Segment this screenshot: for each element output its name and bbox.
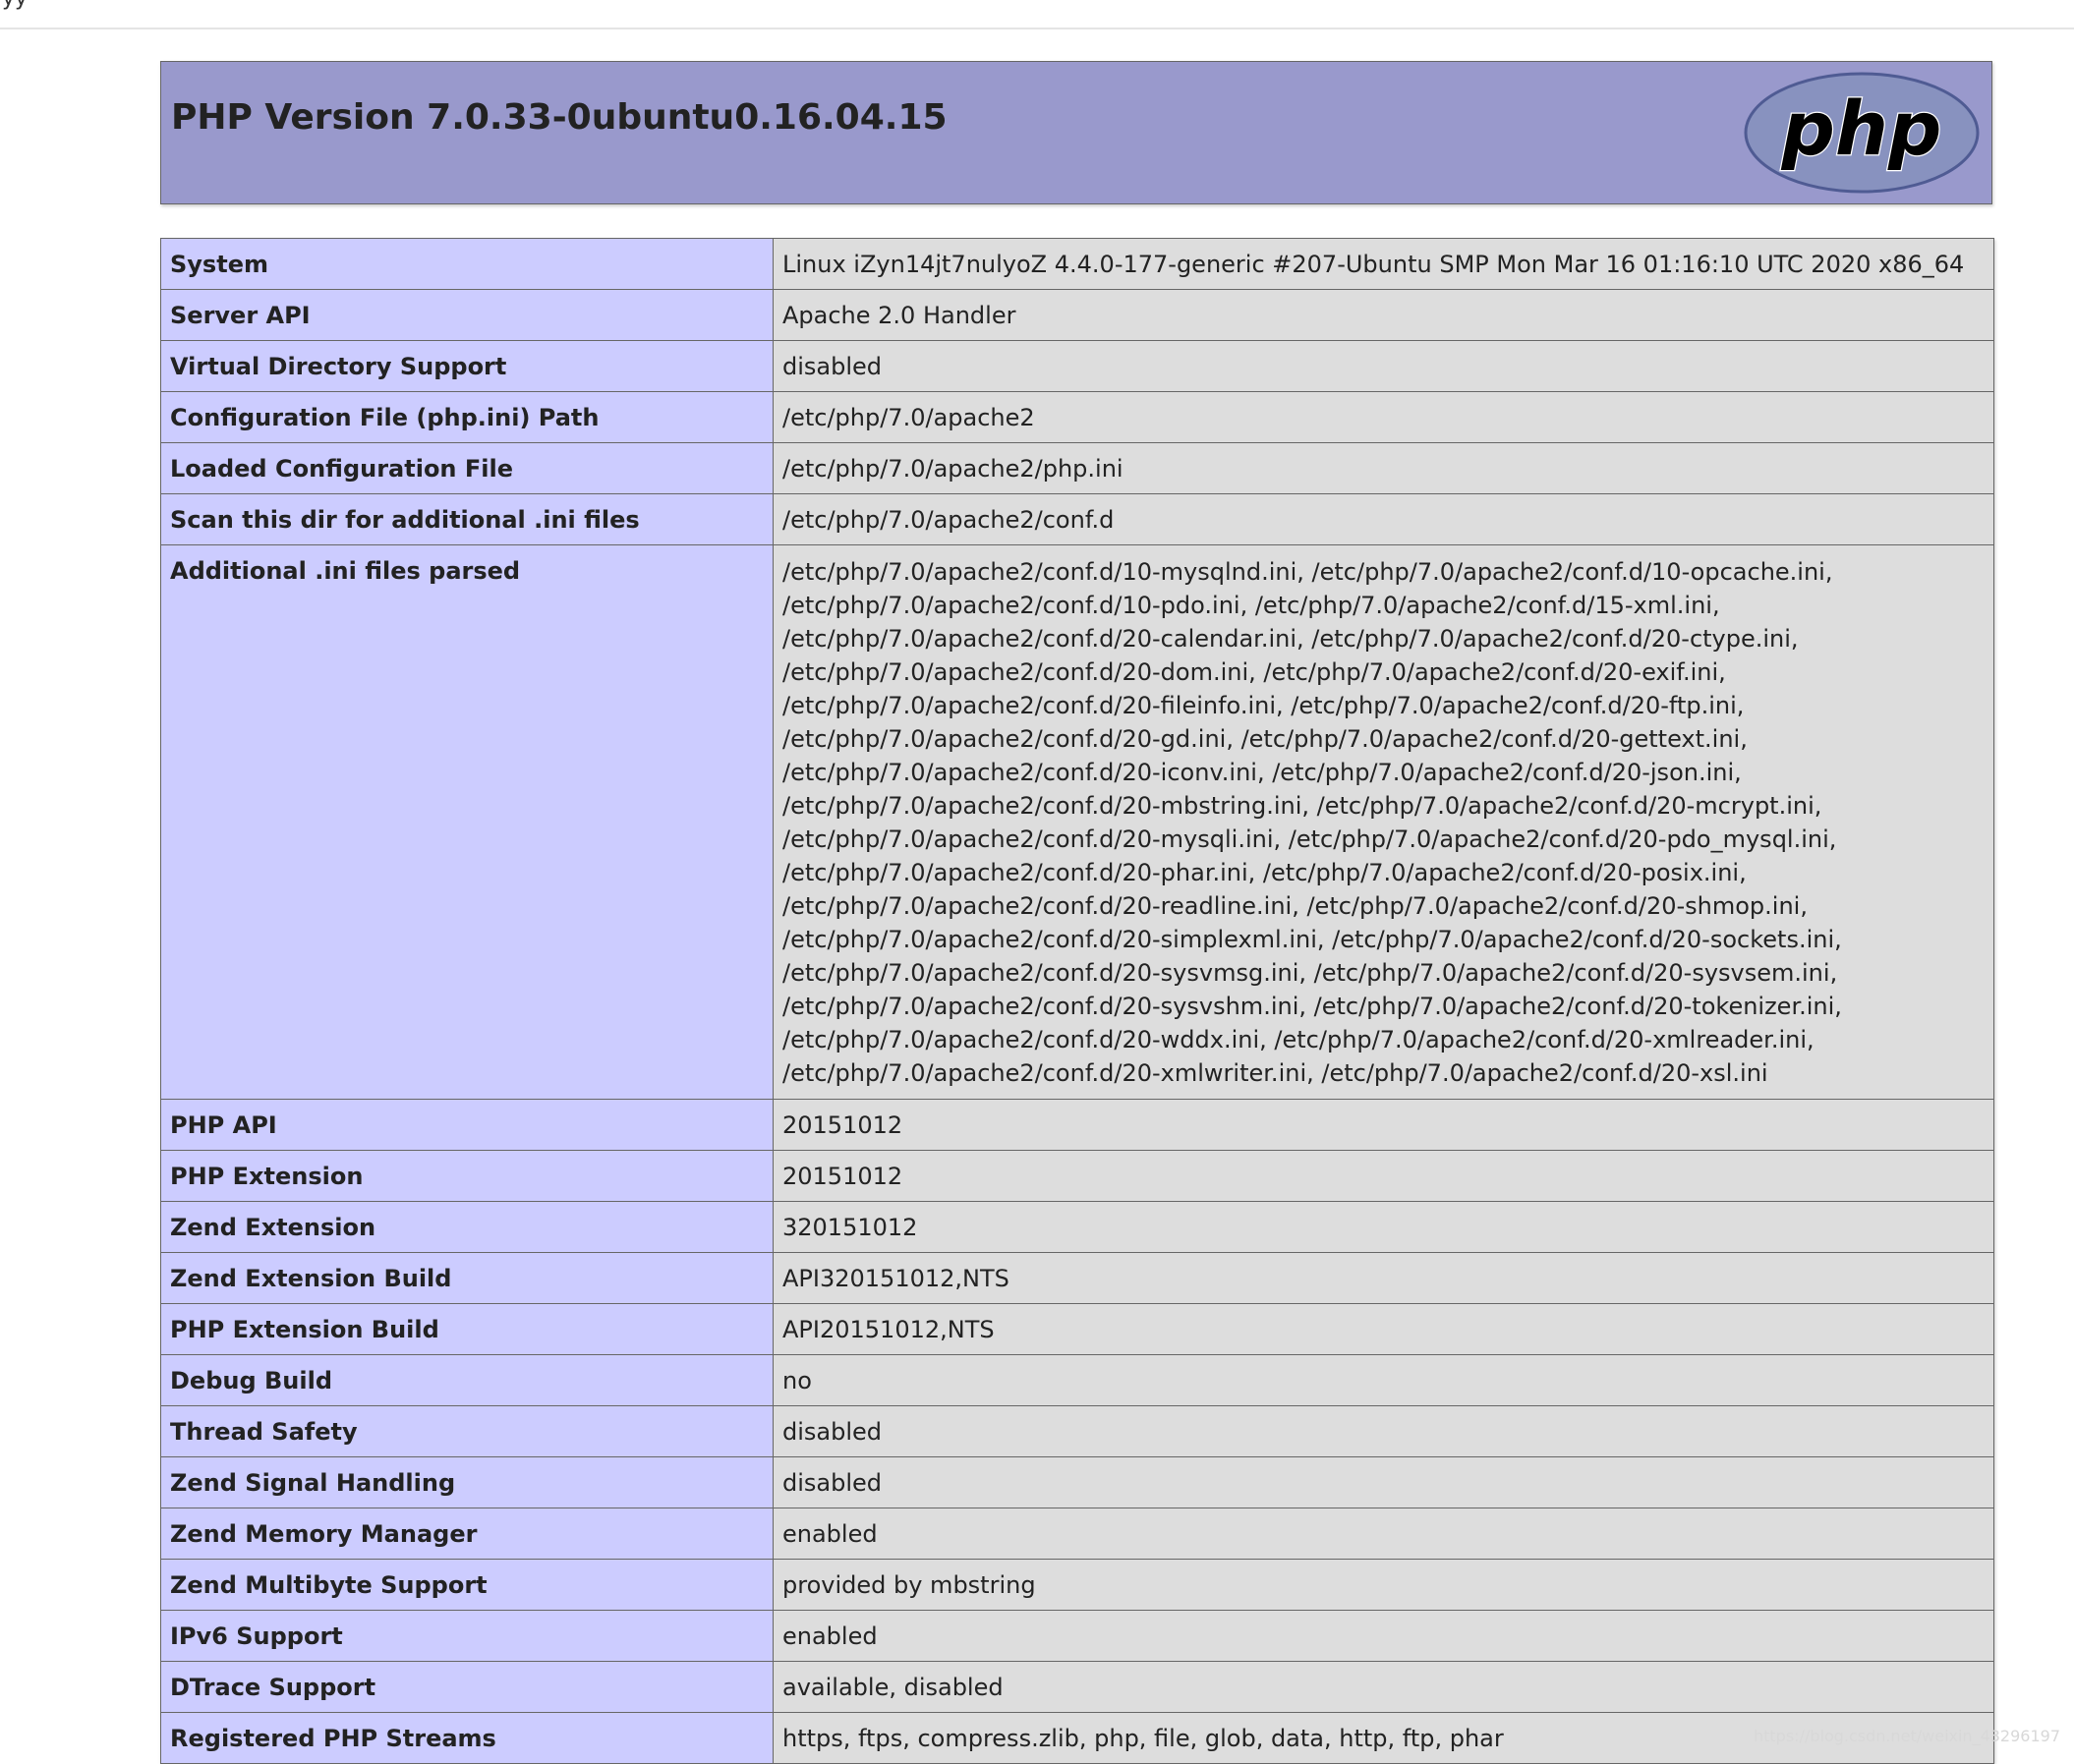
row-key: System <box>161 239 774 290</box>
row-key: Registered PHP Streams <box>161 1713 774 1764</box>
row-value: provided by mbstring <box>774 1560 1994 1611</box>
ini-file-line: /etc/php/7.0/apache2/conf.d/20-readline.ini, /etc/php/7.0/apache2/conf.d/20-shmop.ini, <box>782 889 1985 923</box>
row-key: Zend Multibyte Support <box>161 1560 774 1611</box>
ini-file-line: /etc/php/7.0/apache2/conf.d/20-sysvshm.ini, /etc/php/7.0/apache2/conf.d/20-tokenizer.ini, <box>782 990 1985 1023</box>
top-bar-text <box>2 0 28 11</box>
row-value: /etc/php/7.0/apache2/php.ini <box>774 443 1994 494</box>
row-value: enabled <box>774 1508 1994 1560</box>
table-row <box>161 1611 1994 1662</box>
row-value: available, disabled <box>774 1662 1994 1713</box>
row-key: Zend Extension <box>161 1202 774 1253</box>
row-key: Zend Extension Build <box>161 1253 774 1304</box>
table-row <box>161 443 1994 494</box>
ini-file-line: /etc/php/7.0/apache2/conf.d/20-sysvmsg.ini, /etc/php/7.0/apache2/conf.d/20-sysvsem.ini, <box>782 956 1985 990</box>
row-key: PHP API <box>161 1100 774 1151</box>
ini-file-line: /etc/php/7.0/apache2/conf.d/20-gd.ini, /etc/php/7.0/apache2/conf.d/20-gettext.ini, <box>782 722 1985 756</box>
row-value: Apache 2.0 Handler <box>774 290 1994 341</box>
ini-file-line: /etc/php/7.0/apache2/conf.d/20-simplexml.ini, /etc/php/7.0/apache2/conf.d/20-sockets.ini, <box>782 923 1985 956</box>
ini-file-line: /etc/php/7.0/apache2/conf.d/20-mbstring.ini, /etc/php/7.0/apache2/conf.d/20-mcrypt.ini, <box>782 789 1985 823</box>
php-logo-icon[interactable] <box>1742 70 1982 196</box>
row-key: Configuration File (php.ini) Path <box>161 392 774 443</box>
row-value: disabled <box>774 1406 1994 1457</box>
table-row <box>161 1662 1994 1713</box>
table-row <box>161 239 1994 290</box>
table-row <box>161 1100 1994 1151</box>
row-key: Server API <box>161 290 774 341</box>
row-value: no <box>774 1355 1994 1406</box>
table-row <box>161 1508 1994 1560</box>
ini-file-line: /etc/php/7.0/apache2/conf.d/20-mysqli.ini, /etc/php/7.0/apache2/conf.d/20-pdo_mysql.ini, <box>782 823 1985 856</box>
table-row <box>161 1713 1994 1764</box>
watermark: https://blog.csdn.net/weixin_43296197 <box>1754 1727 2060 1745</box>
ini-file-line: /etc/php/7.0/apache2/conf.d/10-mysqlnd.ini, /etc/php/7.0/apache2/conf.d/10-opcache.ini, <box>782 555 1985 589</box>
table-row <box>161 1457 1994 1508</box>
row-value: Linux iZyn14jt7nulyoZ 4.4.0-177-generic #207-Ubuntu SMP Mon Mar 16 01:16:10 UTC 2020 x86_64 <box>774 239 1994 290</box>
row-value: /etc/php/7.0/apache2 <box>774 392 1994 443</box>
info-table-body <box>161 239 1994 1764</box>
php-logo-text: php <box>1781 85 1942 172</box>
row-key: IPv6 Support <box>161 1611 774 1662</box>
table-row <box>161 1304 1994 1355</box>
row-key: Zend Memory Manager <box>161 1508 774 1560</box>
row-value: 20151012 <box>774 1151 1994 1202</box>
row-key: PHP Extension <box>161 1151 774 1202</box>
row-value: disabled <box>774 341 1994 392</box>
row-key: DTrace Support <box>161 1662 774 1713</box>
row-key: Zend Signal Handling <box>161 1457 774 1508</box>
row-key: Loaded Configuration File <box>161 443 774 494</box>
table-row <box>161 392 1994 443</box>
row-value: https, ftps, compress.zlib, php, file, glob, data, http, ftp, phar <box>774 1713 1994 1764</box>
table-row <box>161 1202 1994 1253</box>
row-value: 320151012 <box>774 1202 1994 1253</box>
row-value: API20151012,NTS <box>774 1304 1994 1355</box>
ini-file-line: /etc/php/7.0/apache2/conf.d/20-xmlwriter.ini, /etc/php/7.0/apache2/conf.d/20-xsl.ini <box>782 1056 1985 1090</box>
row-key: PHP Extension Build <box>161 1304 774 1355</box>
table-row <box>161 1406 1994 1457</box>
row-value: enabled <box>774 1611 1994 1662</box>
table-row <box>161 1151 1994 1202</box>
row-key: Virtual Directory Support <box>161 341 774 392</box>
ini-file-line: /etc/php/7.0/apache2/conf.d/20-iconv.ini, /etc/php/7.0/apache2/conf.d/20-json.ini, <box>782 756 1985 789</box>
ini-file-line: /etc/php/7.0/apache2/conf.d/20-dom.ini, /etc/php/7.0/apache2/conf.d/20-exif.ini, <box>782 655 1985 689</box>
table-row <box>161 341 1994 392</box>
row-value: API320151012,NTS <box>774 1253 1994 1304</box>
phpinfo-header <box>160 61 1992 204</box>
table-row-additional-ini <box>161 545 1994 1100</box>
phpinfo-page <box>160 61 1994 204</box>
table-row <box>161 1253 1994 1304</box>
page-title: PHP Version 7.0.33-0ubuntu0.16.04.15 <box>171 97 948 138</box>
ini-file-line: /etc/php/7.0/apache2/conf.d/20-calendar.ini, /etc/php/7.0/apache2/conf.d/20-ctype.ini, <box>782 622 1985 655</box>
table-row <box>161 1560 1994 1611</box>
row-value: /etc/php/7.0/apache2/conf.d <box>774 494 1994 545</box>
browser-top-bar <box>0 0 2074 29</box>
table-row <box>161 290 1994 341</box>
row-value: 20151012 <box>774 1100 1994 1151</box>
ini-file-line: /etc/php/7.0/apache2/conf.d/20-wddx.ini, /etc/php/7.0/apache2/conf.d/20-xmlreader.ini, <box>782 1023 1985 1056</box>
ini-file-line: /etc/php/7.0/apache2/conf.d/20-phar.ini, /etc/php/7.0/apache2/conf.d/20-posix.ini, <box>782 856 1985 889</box>
row-key: Debug Build <box>161 1355 774 1406</box>
row-key: Scan this dir for additional .ini files <box>161 494 774 545</box>
ini-file-line: /etc/php/7.0/apache2/conf.d/10-pdo.ini, /etc/php/7.0/apache2/conf.d/15-xml.ini, <box>782 589 1985 622</box>
row-key: Thread Safety <box>161 1406 774 1457</box>
row-value-ini-list <box>774 545 1994 1100</box>
row-value: disabled <box>774 1457 1994 1508</box>
table-row <box>161 1355 1994 1406</box>
ini-file-line: /etc/php/7.0/apache2/conf.d/20-fileinfo.ini, /etc/php/7.0/apache2/conf.d/20-ftp.ini, <box>782 689 1985 722</box>
row-key: Additional .ini files parsed <box>161 545 774 1100</box>
table-row <box>161 494 1994 545</box>
info-table <box>160 238 1994 1764</box>
